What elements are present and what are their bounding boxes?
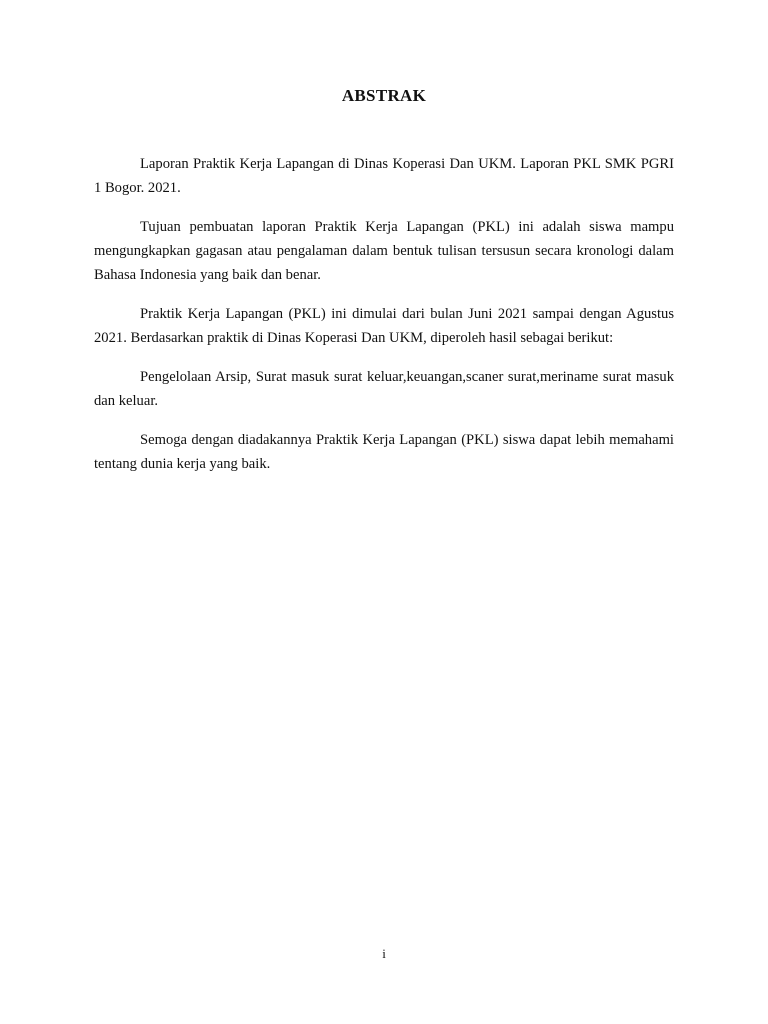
paragraph-1: Laporan Praktik Kerja Lapangan di Dinas Koperasi Dan UKM. Laporan PKL SMK PGRI 1 Bogor. 2021.: [94, 156, 674, 196]
paragraph-5: Semoga dengan diadakannya Praktik Kerja Lapangan (PKL) siswa dapat lebih memahami tentang dunia kerja yang baik.: [94, 432, 674, 472]
page-title: ABSTRAK: [341, 86, 427, 105]
paragraph-3: Praktik Kerja Lapangan (PKL) ini dimulai dari bulan Juni 2021 sampai dengan Agustus 2021. Berdasarkan praktik di Dinas Koperasi Dan UKM, diperoleh hasil sebagai berikut:: [94, 306, 674, 346]
paragraph-4: Pengelolaan Arsip, Surat masuk surat keluar,keuangan,scaner surat,meriname surat masuk dan keluar.: [94, 369, 674, 409]
abstract-body: [94, 152, 674, 491]
paragraph-2: Tujuan pembuatan laporan Praktik Kerja Lapangan (PKL) ini adalah siswa mampu mengungkapkan gagasan atau pengalaman dalam bentuk tulisan tersusun secara kronologi dalam Bahasa Indonesia yang baik dan benar.: [94, 219, 674, 283]
page-number: i: [382, 946, 386, 961]
